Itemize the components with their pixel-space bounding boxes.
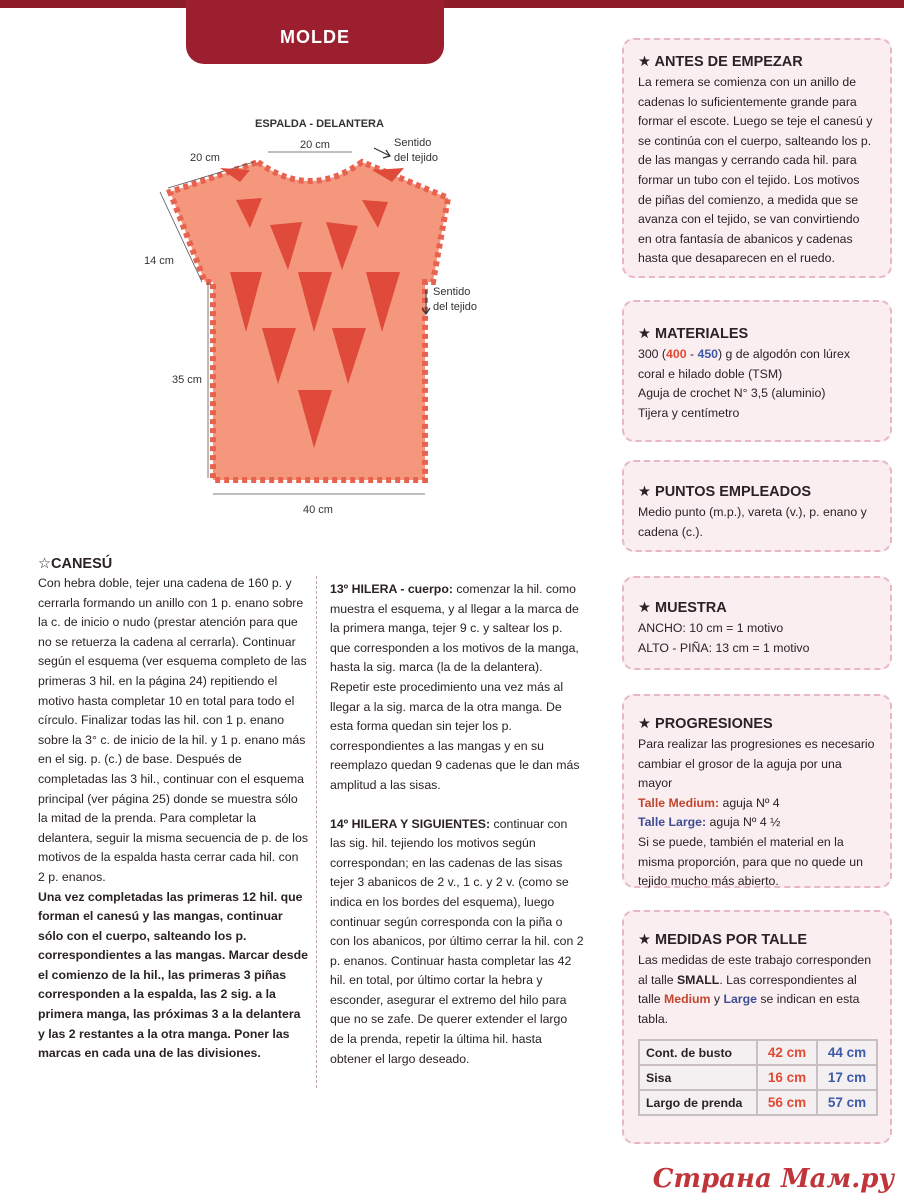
hileras-section	[330, 580, 584, 1069]
table-row	[639, 1065, 877, 1090]
direction-top-2: del tejido	[394, 152, 439, 164]
canesu-text: Con hebra doble, tejer una cadena de 160 p. y cerrarla formando un anillo con 1 p. enano sobre la c. de inicio o nudo (prestar atención para que no se retuerza la cadena al cerrarla). Continuar según el esquema (ver esquema completo de las primeras 3 hil. en la página 24) repitiendo el motivo hasta completar 10 en total para todo el círculo. Finalizar todas las hil. con 1 p. enano sobre la 3° c. de inicio de la hil. y 1 p. enano más en el sig. p. (c.) de base. Después de completadas las 3 hil., continuar con el esquema principal (ver página 25) donde se muestra sólo la mitad de la prenda. Para completar la delantera, seguir la misma secuencia de p. de los motivos de la espalda hasta cerrar cada hil. con 2 p. enanos.	[38, 576, 308, 884]
dim-shoulder: 20 cm	[190, 152, 220, 164]
hilera14-lead: 14º HILERA Y SIGUIENTES:	[330, 816, 491, 831]
materiales-title: ★ MATERIALES	[638, 326, 749, 342]
medidas-t2: . Las correspondientes al talle	[638, 972, 857, 1007]
hilera14-paragraph	[330, 815, 584, 1070]
row-label: Cont. de busto	[639, 1040, 757, 1065]
medidas-text	[638, 951, 876, 1029]
medium-label: Talle Medium:	[638, 795, 720, 810]
muestra-line2: ALTO - PIÑA: 13 cm = 1 motivo	[638, 640, 810, 655]
puntos-title: ★ PUNTOS EMPLEADOS	[638, 484, 812, 500]
row-large: 44 cm	[817, 1040, 877, 1065]
progresiones-medium	[638, 794, 876, 814]
row-large: 57 cm	[817, 1090, 877, 1115]
dim-neck: 20 cm	[300, 139, 330, 151]
top-bar	[0, 0, 904, 8]
materiales-medium: 400	[666, 347, 687, 361]
row-label: Sisa	[639, 1065, 757, 1090]
row-medium: 16 cm	[757, 1065, 817, 1090]
large-value: aguja Nº 4 ½	[706, 815, 781, 830]
diagram-title: ESPALDA - DELANTERA	[255, 118, 384, 130]
puntos-box	[622, 460, 892, 552]
direction-side-1: Sentido	[433, 286, 471, 298]
medidas-t3: y	[710, 992, 724, 1007]
progresiones-intro: Para realizar las progresiones es necesario cambiar el grosor de la aguja por una mayor	[638, 737, 875, 791]
materiales-post: ) g de algodón con lúrex coral e hilado doble (TSM)	[638, 347, 850, 381]
canesu-title: ☆CANESÚ	[38, 556, 113, 572]
antes-box	[622, 38, 892, 278]
garment-shape	[0, 100, 620, 530]
table-row	[639, 1090, 877, 1115]
progresiones-box	[622, 694, 892, 888]
medidas-t4: se indican en esta tabla.	[638, 992, 860, 1026]
progresiones-large	[638, 813, 876, 833]
muestra-title: ★ MUESTRA	[638, 600, 727, 616]
watermark: Страна Мам.ру	[652, 1164, 894, 1194]
materiales-line3: Tijera y centímetro	[638, 405, 740, 420]
section-tab	[186, 0, 444, 64]
materiales-pre: 300 (	[638, 347, 667, 361]
muestra-line1: ANCHO: 10 cm = 1 motivo	[638, 621, 784, 635]
canesu-section	[38, 556, 308, 1064]
dim-sleeve: 14 cm	[144, 255, 174, 267]
materiales-box	[622, 300, 892, 442]
materiales-line2: Aguja de crochet N° 3,5 (aluminio)	[638, 386, 826, 401]
hilera13-lead: 13º HILERA - cuerpo:	[330, 582, 453, 596]
materiales-large: 450	[697, 347, 719, 361]
garment-diagram	[0, 100, 620, 530]
section-tab-label: MOLDE	[280, 26, 350, 47]
materiales-sep: -	[686, 347, 698, 361]
hilera14-body: continuar con las sig. hil. tejiendo los motivos según correspondan; en las cadenas de las sisas tejer 3 abanicos de 2 v., 1 c. y 2 v. (como se indica en los bordes del esquema), luego continuar según corresponda con la piña o con los abanicos, por último cerrar la hil. con 2 p. enanos. Continuar hasta completar las 42 hil. en total, por último cortar la hebra y esconder, asegurar el extremo del hilo para que no se zafe. De querer extender el largo de la prenda, repetir la última hil. hasta obtener el largo deseado.	[330, 816, 584, 1066]
medidas-medium: Medium	[663, 992, 711, 1007]
medidas-small: SMALL	[676, 972, 720, 987]
medidas-t1: Las medidas de este trabajo corresponden al talle	[638, 953, 872, 987]
hilera13-paragraph	[330, 580, 584, 796]
muestra-box	[622, 576, 892, 670]
dim-width: 40 cm	[303, 504, 333, 516]
canesu-body	[38, 574, 308, 1064]
row-medium: 56 cm	[757, 1090, 817, 1115]
medidas-title: ★ MEDIDAS POR TALLE	[638, 932, 808, 948]
antes-title: ★ ANTES DE EMPEZAR	[638, 54, 803, 70]
antes-text: La remera se comienza con un anillo de cadenas lo suficientemente grande para formar el escote. Luego se teje el canesú y se continúa con el cuerpo, salteando los p. de las mangas y cerrando cada hil. para formar un tubo con el tejido. Los motivos de piñas del comienzo, a medida que se avanza con el tejido, se van convirtiendo en otra fantasía de abanicos y cadenas hasta que desaparecen en el ruedo.	[638, 75, 873, 266]
column-divider	[316, 576, 317, 1088]
row-large: 17 cm	[817, 1065, 877, 1090]
medidas-large: Large	[723, 992, 757, 1007]
progresiones-title: ★ PROGRESIONES	[638, 716, 773, 732]
direction-side-2: del tejido	[433, 301, 478, 313]
dim-body: 35 cm	[172, 374, 202, 386]
canesu-bold-text: Una vez completadas las primeras 12 hil. que forman el canesú y las mangas, continuar sólo con el cuerpo, salteando los p. correspondientes a las mangas. Marcar desde el comienzo de la hil., las primeras 3 piñas corresponden a la espalda, las 2 sig. a la primera manga, las próximas 3 a la delantera y las 2 restantes a la otra manga. Poner las marcas en cada una de las divisiones.	[38, 889, 308, 1061]
sizes-table	[638, 1039, 878, 1116]
progresiones-outro: Si se puede, también el material en la misma proporción, para que no quede un tejido mucho más abierto.	[638, 834, 863, 889]
row-medium: 42 cm	[757, 1040, 817, 1065]
table-row	[639, 1040, 877, 1065]
medium-value: aguja Nº 4	[719, 795, 780, 810]
materiales-line1	[638, 345, 876, 384]
medidas-box	[622, 910, 892, 1144]
large-label: Talle Large:	[638, 815, 707, 830]
puntos-text: Medio punto (m.p.), vareta (v.), p. enano y cadena (c.).	[638, 505, 867, 539]
direction-top-1: Sentido	[394, 137, 432, 149]
row-label: Largo de prenda	[639, 1090, 757, 1115]
hilera13-body: comenzar la hil. como muestra el esquema, y al llegar a la marca de la primera manga, tejer 9 c. y saltear los p. que corresponden a los motivos de la manga, hasta la sig. marca (la de la delantera). Repetir este procedimiento una vez más al llegar a la sig. marca de la otra manga. De esta forma quedan sin tejer los p. correspondientes a las mangas y en su reemplazo quedan 9 cadenas que le dan más amplitud a las sisas.	[330, 582, 580, 792]
